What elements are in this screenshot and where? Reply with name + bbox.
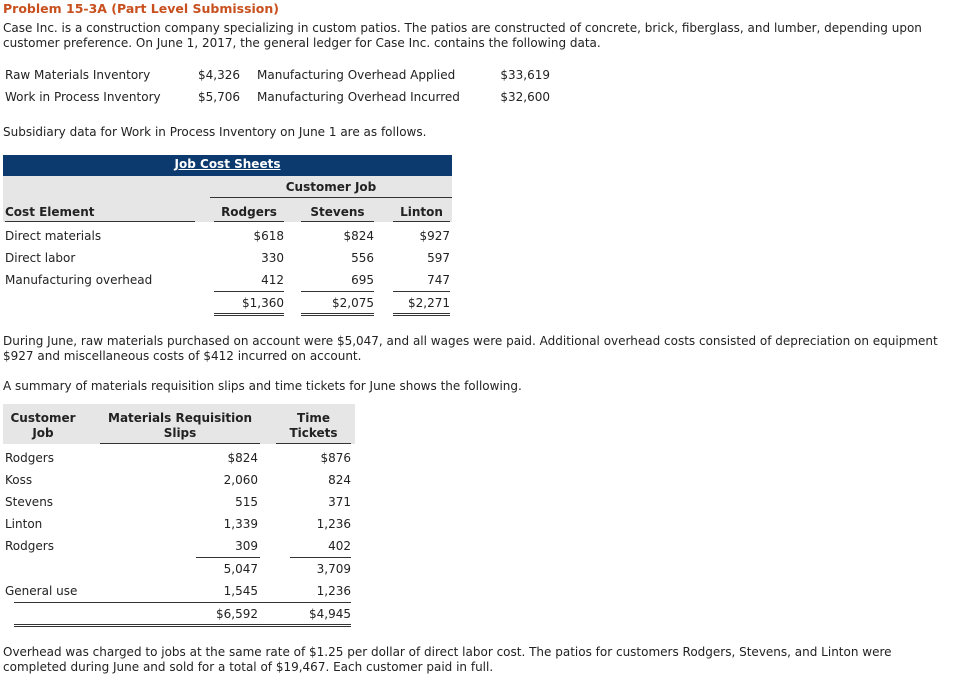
divider [214, 291, 284, 292]
header-line: Tickets [289, 426, 338, 440]
table-cell: 1,236 [316, 517, 351, 531]
table-cell: 824 [328, 473, 351, 487]
table-cell: 1,545 [223, 584, 258, 598]
divider [100, 443, 260, 444]
table-cell: 371 [328, 495, 351, 509]
divider [393, 313, 450, 314]
table-cell: 695 [351, 273, 374, 287]
problem-title: Problem 15-3A (Part Level Submission) [3, 1, 280, 16]
general-use-label: General use [5, 584, 78, 598]
divider [301, 291, 374, 292]
subsidiary-text: Subsidiary data for Work in Process Inventory on June 1 are as follows. [3, 125, 427, 139]
table-cell: $927 [419, 229, 450, 243]
table-cell: $824 [343, 229, 374, 243]
ledger-label: Manufacturing Overhead Applied [257, 68, 456, 82]
total-cell: $1,360 [242, 296, 284, 310]
header-line: Job [32, 426, 54, 440]
total-cell: $2,075 [332, 296, 374, 310]
table-cell: 1,339 [223, 517, 258, 531]
ledger-value: $32,600 [500, 90, 550, 104]
intro-paragraph: Case Inc. is a construction company specializing in custom patios. The patios are constructed of concrete, brick, fiberglass, and lumber, depending upon customer preference. On June 1, 2017, the general ledger for Case Inc. contains the following data. [3, 21, 922, 50]
divider [210, 197, 452, 198]
ledger-label: Work in Process Inventory [5, 90, 161, 104]
time-tickets-header [276, 411, 351, 441]
divider [14, 626, 351, 627]
ledger-value: $5,706 [198, 90, 240, 104]
divider [276, 443, 351, 444]
header-line: Time [297, 411, 330, 425]
column-header-linton: Linton [400, 205, 443, 219]
slip-job-label: Rodgers [5, 539, 54, 553]
divider [214, 313, 284, 314]
table-cell: 412 [261, 273, 284, 287]
table-cell: 747 [427, 273, 450, 287]
table-cell: 1,236 [316, 584, 351, 598]
divider [393, 221, 450, 222]
ledger-value: $33,619 [500, 68, 550, 82]
divider [301, 221, 374, 222]
table-cell: $824 [227, 451, 258, 465]
header-line: Materials Requisition [108, 411, 252, 425]
june-paragraph: During June, raw materials purchased on account were $5,047, and all wages were paid. Additional overhead costs consisted of depreciation on equipment $927 and miscellaneous costs of $412 incurred on account. [3, 334, 938, 363]
divider [196, 557, 260, 558]
subtotal-cell: 5,047 [223, 562, 258, 576]
column-header-rodgers: Rodgers [221, 205, 277, 219]
ledger-label: Raw Materials Inventory [5, 68, 151, 82]
table-cell: 330 [261, 251, 284, 265]
divider [393, 315, 450, 316]
job-cost-header: Job Cost Sheets [174, 157, 281, 171]
table-cell: 309 [235, 539, 258, 553]
table-cell: 597 [427, 251, 450, 265]
divider [14, 624, 351, 625]
materials-slips-header [100, 411, 260, 441]
table-cell: 402 [328, 539, 351, 553]
divider [301, 313, 374, 314]
table-cell: $876 [320, 451, 351, 465]
slip-job-label: Rodgers [5, 451, 54, 465]
divider [214, 315, 284, 316]
divider [14, 602, 351, 603]
table-cell: $618 [253, 229, 284, 243]
total-cell: $4,945 [309, 607, 351, 621]
summary-text: A summary of materials requisition slips and time tickets for June shows the following. [3, 379, 522, 393]
column-header-stevens: Stevens [310, 205, 365, 219]
slip-job-label: Koss [5, 473, 33, 487]
closing-paragraph: Overhead was charged to jobs at the same rate of $1.25 per dollar of direct labor cost. The patios for customers Rodgers, Stevens, and Linton were completed during June and sold for a total of $19,467. Each customer paid in full. [3, 645, 892, 674]
header-line: Slips [163, 426, 197, 440]
table-cell: 515 [235, 495, 258, 509]
slip-job-label: Linton [5, 517, 43, 531]
slip-job-label: Stevens [5, 495, 54, 509]
subtotal-cell: 3,709 [316, 562, 351, 576]
total-cell: $6,592 [216, 607, 258, 621]
cost-element-label: Manufacturing overhead [5, 273, 153, 287]
total-cell: $2,271 [408, 296, 450, 310]
ledger-label: Manufacturing Overhead Incurred [257, 90, 460, 104]
divider [5, 221, 195, 222]
header-line: Customer [10, 411, 76, 425]
table-cell: 2,060 [223, 473, 258, 487]
customer-job-subheader: Customer Job [285, 180, 377, 194]
table-cell: 556 [351, 251, 374, 265]
divider [290, 557, 351, 558]
cost-element-label: Direct materials [5, 229, 102, 243]
cost-element-label: Direct labor [5, 251, 76, 265]
customer-job-header [3, 411, 83, 441]
ledger-value: $4,326 [198, 68, 240, 82]
cost-element-header: Cost Element [5, 205, 95, 219]
divider [393, 291, 450, 292]
divider [301, 315, 374, 316]
divider [214, 221, 284, 222]
